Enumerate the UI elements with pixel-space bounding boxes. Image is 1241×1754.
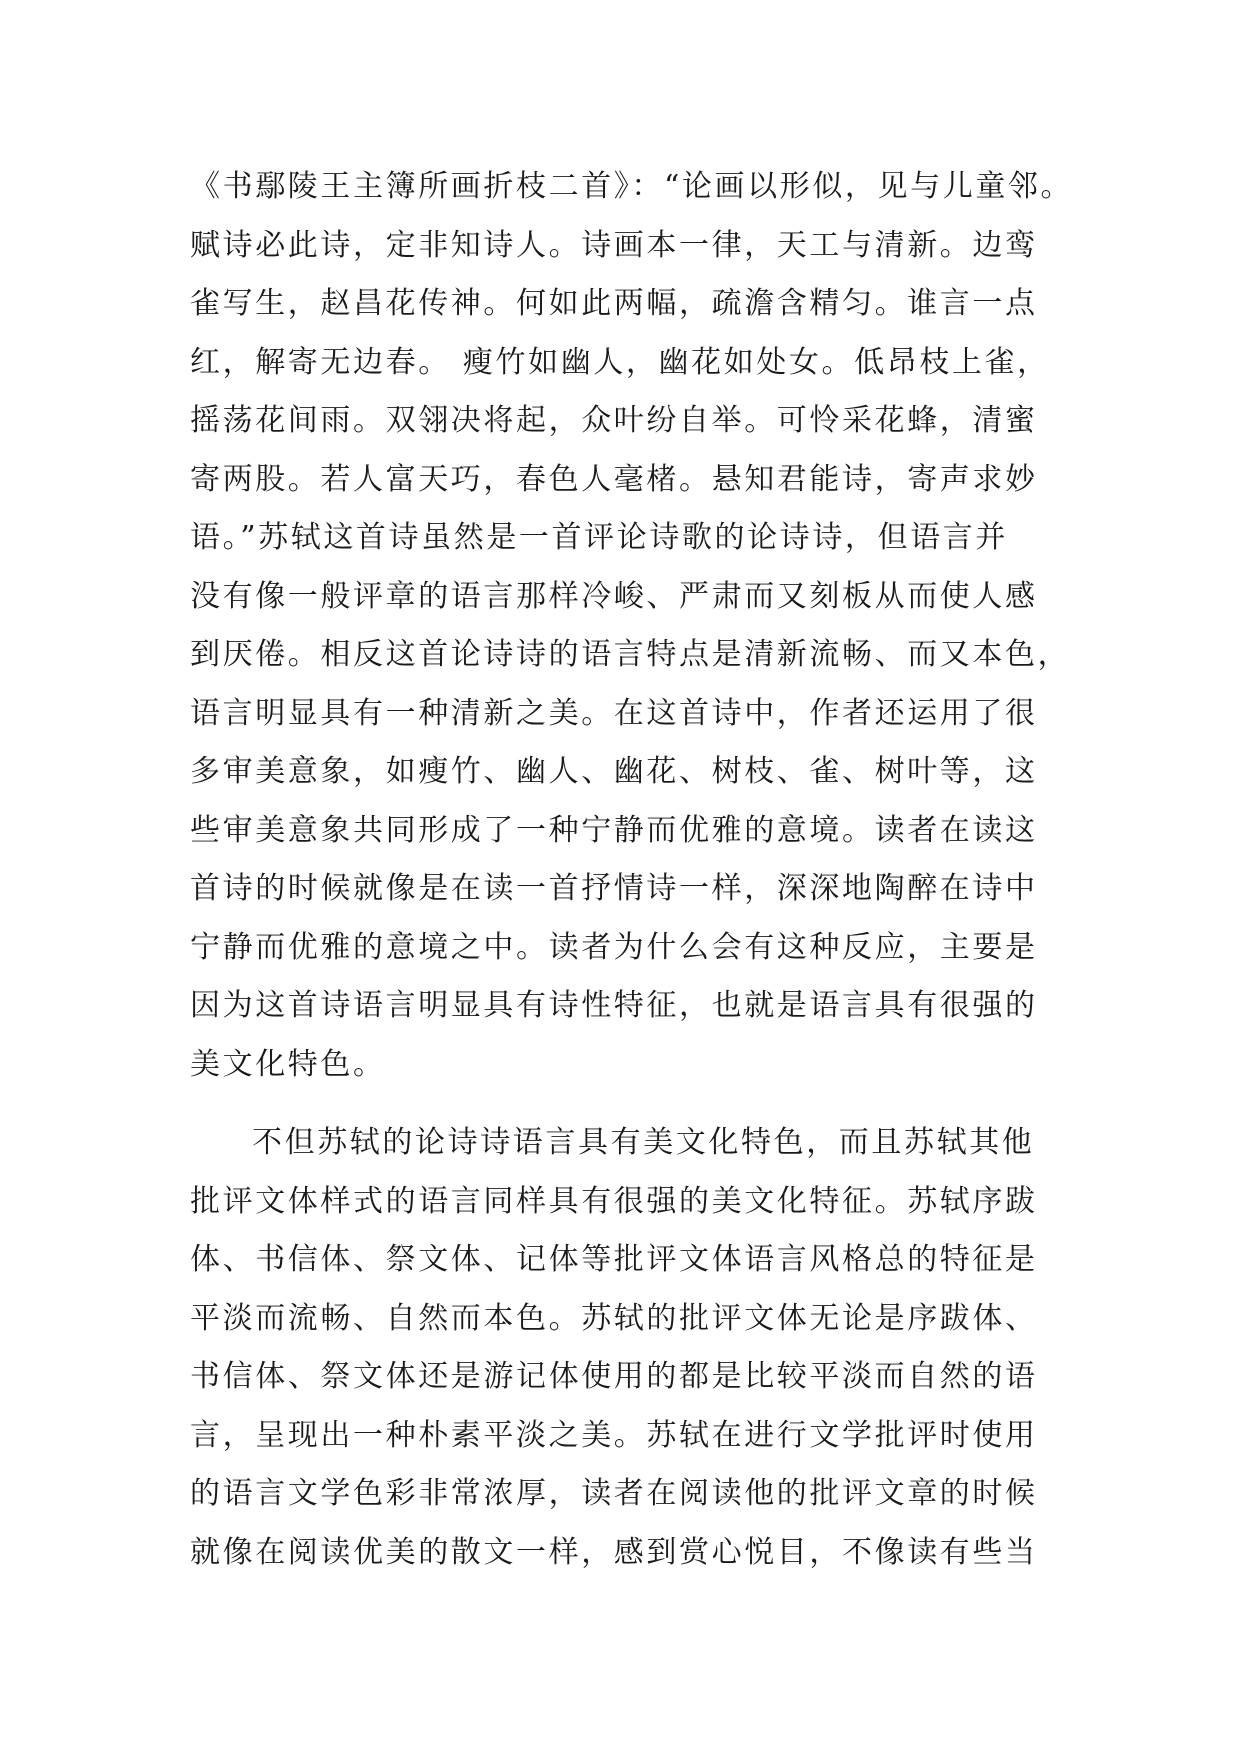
text-line: 没有像一般评章的语言那样冷峻、严肃而又刻板从而使人感 (190, 578, 1038, 614)
text-line: 就像在阅读优美的散文一样，感到赏心悦目，不像读有些当 (190, 1534, 1038, 1570)
text-line: 批评文体样式的语言同样具有很强的美文化特征。苏轼序跋 (190, 1183, 1038, 1219)
text-line: 因为这首诗语言明显具有诗性特征，也就是语言具有很强的 (190, 988, 1038, 1023)
text-line: 《书鄢陵王主簿所画折枝二首》：“论画以形似，见与儿童邻。 (190, 169, 1074, 204)
text-line: 书信体、祭文体还是游记体使用的都是比较平淡而自然的语 (190, 1359, 1038, 1394)
text-line: 赋诗必此诗，定非知诗人。诗画本一律，天工与清新。边鸾 (190, 227, 1038, 263)
text-line: 不但苏轼的论诗诗语言具有美文化特色，而且苏轼其他 (252, 1125, 1035, 1160)
text-line: 多审美意象，如瘦竹、幽人、幽花、树枝、雀、树叶等，这 (190, 754, 1038, 789)
text-line: 首诗的时候就像是在读一首抒情诗一样，深深地陶醉在诗中 (190, 871, 1038, 906)
text-line: 寄两股。若人富天巧，春色人毫楮。悬知君能诗，寄声求妙 (190, 461, 1038, 497)
text-line: 到厌倦。相反这首论诗诗的语言特点是清新流畅、而又本色， (190, 637, 1071, 672)
text-line: 雀写生，赵昌花传神。何如此两幅，疏澹含精匀。谁言一点 (190, 286, 1038, 321)
text-line: 言，呈现出一种朴素平淡之美。苏轼在进行文学批评时使用 (190, 1417, 1038, 1453)
text-line: 体、书信体、祭文体、记体等批评文体语言风格总的特征是 (190, 1242, 1038, 1277)
text-line: 平淡而流畅、自然而本色。苏轼的批评文体无论是序跋体、 (190, 1300, 1038, 1336)
body-text (190, 158, 1074, 1582)
text-line: 的语言文学色彩非常浓厚，读者在阅读他的批评文章的时候 (190, 1476, 1038, 1511)
text-line: 些审美意象共同形成了一种宁静而优雅的意境。读者在读这 (190, 812, 1038, 848)
paragraph-2 (190, 1114, 1070, 1582)
text-line: 摇荡花间雨。双翎决将起，众叶纷自举。可怜采花蜂，清蜜 (190, 403, 1038, 438)
text-line: 语。”苏轼这首诗虽然是一首评论诗歌的论诗诗，但语言并 (190, 520, 1008, 555)
text-line: 宁静而优雅的意境之中。读者为什么会有这种反应，主要是 (190, 929, 1038, 965)
text-line: 红，解寄无边春。 瘦竹如幽人，幽花如处女。低昂枝上雀， (190, 344, 1050, 380)
text-line: 美文化特色。 (190, 1046, 386, 1082)
paragraph-1 (190, 158, 1074, 1094)
text-line: 语言明显具有一种清新之美。在这首诗中，作者还运用了很 (190, 695, 1038, 731)
paragraph-spacer (190, 1094, 1070, 1114)
